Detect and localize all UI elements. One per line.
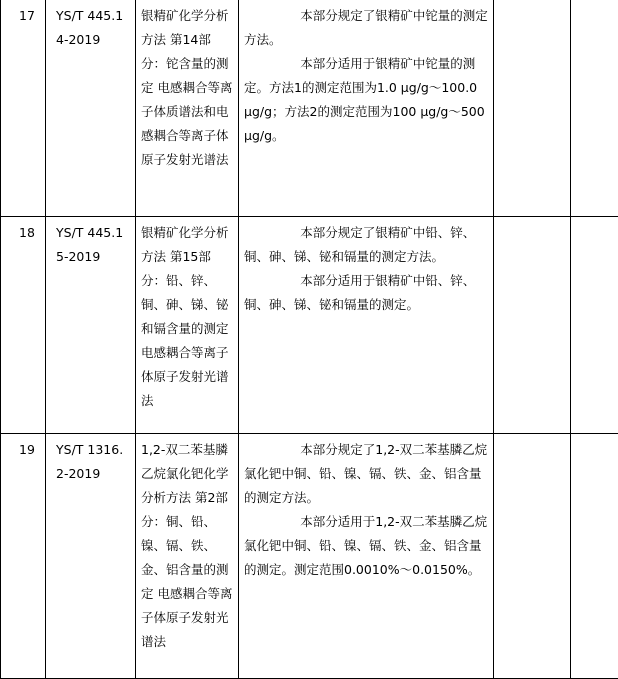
row-number: 19 — [1, 434, 46, 679]
description-paragraph: 本部分规定了银精矿中铅、锌、铜、砷、锑、铋和镉量的测定方法。 — [244, 221, 488, 269]
standard-code: YS/T 445.14-2019 — [46, 0, 136, 217]
standard-code: YS/T 445.15-2019 — [46, 217, 136, 434]
standard-code: YS/T 1316.2-2019 — [46, 434, 136, 679]
description-paragraph: 本部分适用于银精矿中铅、锌、铜、砷、锑、铋和镉量的测定。 — [244, 269, 488, 317]
standard-name: 1,2-双二苯基膦乙烷氯化钯化学分析方法 第2部分：铜、铅、镍、镉、铁、金、铝含量的测定 电感耦合等离子体原子发射光谱法 — [136, 434, 239, 679]
standard-description — [239, 217, 494, 434]
table-row — [1, 434, 618, 679]
standard-description — [239, 0, 494, 217]
standard-name: 银精矿化学分析方法 第14部分：铊含量的测定 电感耦合等离子体质谱法和电感耦合等离子体原子发射光谱法 — [136, 0, 239, 217]
description-paragraph: 本部分适用于银精矿中铊量的测定。方法1的测定范围为1.0 μg/g～100.0 μg/g；方法2的测定范围为100 μg/g～500 μg/g。 — [244, 52, 488, 148]
standard-name: 银精矿化学分析方法 第15部分：铅、锌、铜、砷、锑、铋和镉含量的测定 电感耦合等离子体原子发射光谱法 — [136, 217, 239, 434]
table-row — [1, 0, 618, 217]
row-number: 18 — [1, 217, 46, 434]
empty-cell — [571, 434, 618, 679]
empty-cell — [571, 0, 618, 217]
empty-cell — [571, 217, 618, 434]
empty-cell — [494, 217, 571, 434]
row-number: 17 — [1, 0, 46, 217]
empty-cell — [494, 434, 571, 679]
description-paragraph: 本部分规定了1,2-双二苯基膦乙烷氯化钯中铜、铅、镍、镉、铁、金、铝含量的测定方法。 — [244, 438, 488, 510]
description-paragraph: 本部分适用于1,2-双二苯基膦乙烷氯化钯中铜、铅、镍、镉、铁、金、铝含量的测定。测定范围0.0010%～0.0150%。 — [244, 510, 488, 582]
description-paragraph: 本部分规定了银精矿中铊量的测定方法。 — [244, 4, 488, 52]
empty-cell — [494, 0, 571, 217]
table-row — [1, 217, 618, 434]
standard-description — [239, 434, 494, 679]
